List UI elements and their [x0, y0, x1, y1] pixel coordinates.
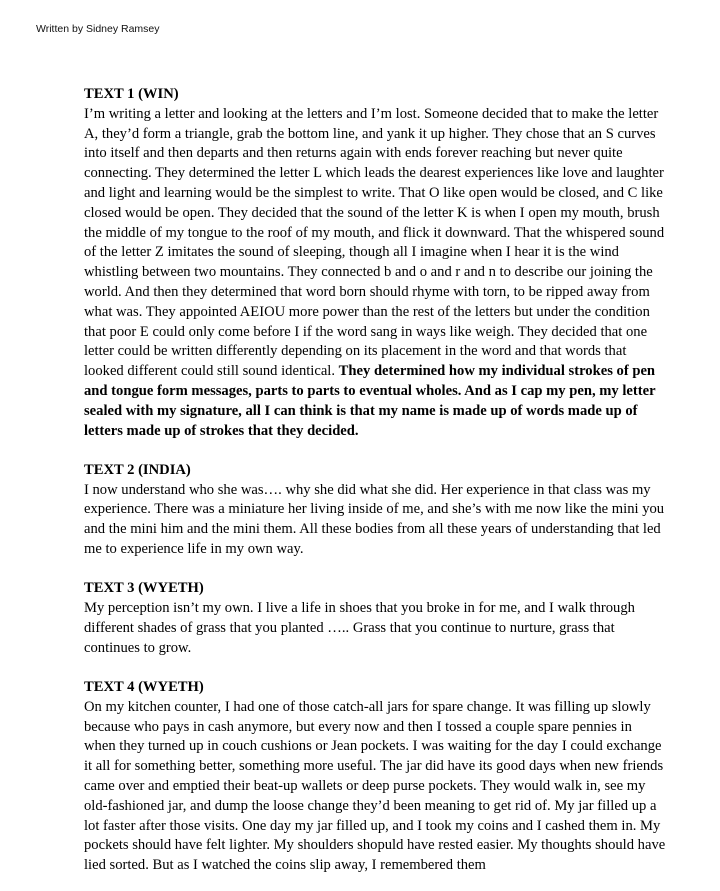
section-title: TEXT 4 (WYETH): [84, 679, 204, 696]
paragraph-text: I’m writing a letter and looking at the letters and I’m lost. Someone decided that to make the letter A, they’d form a triangle, grab the bottom line, and yank it up higher. They chose that an S curves into itself and then departs and then returns again with ends forever reaching but never quite connecting. They determined the letter L which leads the dearest experiences like love and laughter and light and learning would be the simplest to write. That O like open would be closed, and C like closed would be open. They decided that the sound of the letter K is when I open my mouth, brush the middle of my tongue to the roof of my mouth, and flick it downward. That the whispered sound of the letter Z imitates the sound of sleeping, though all I imagine when I hear it is the wind whistling between two mountains. They connected b and o and r and n to describe our joining the world. And then they determined that word born should rhyme with torn, to be ripped away from what was. They appointed AEIOU more power than the rest of the letters but under the condition that poor E could only come before I if the word sang in ways like weigh. They decided that one letter could be written differently depending on its placement in the word and that words that looked different could still sound identical.: [84, 105, 665, 380]
text-section-1: [84, 85, 666, 441]
section-title: TEXT 1 (WIN): [84, 86, 179, 102]
section-paragraph: My perception isn’t my own. I live a life in shoes that you broke in for me, and I walk through different shades of grass that you planted ….. Grass that you continue to nurture, grass that continues to grow.: [84, 600, 635, 656]
section-paragraph: I now understand who she was…. why she did what she did. Her experience in that class was my experience. There was a miniature her living inside of me, and she’s with me now like the mini you and the mini him and the mini them. All these bodies from all these years of understanding that led me to experience life in my own way.: [84, 481, 665, 558]
document-body: [84, 85, 666, 876]
section-paragraph: [84, 105, 666, 442]
text-section-3: [84, 579, 666, 658]
section-title: TEXT 2 (INDIA): [84, 461, 191, 478]
text-section-4: [84, 678, 666, 876]
section-title: TEXT 3 (WYETH): [84, 580, 204, 597]
author-header: Written by Sidney Ramsey: [36, 23, 160, 35]
paragraph-bold-text: They determined how my individual strokes of pen and tongue form messages, parts to parts to eventual wholes. And as I cap my pen, my letter sealed with my signature, all I can think is that my name is made up of words made up of letters made up of strokes that they decided.: [84, 363, 656, 439]
text-section-2: [84, 461, 666, 560]
section-paragraph: On my kitchen counter, I had one of those catch-all jars for spare change. It was filling up slowly because who pays in cash anymore, but every now and then I tossed a couple spare pennies in when they turned up in couch cushions or Jean pockets. I was waiting for the day I could exchange it all for something better, something more useful. The jar did have its good days when new friends came over and emptied their beat-up wallets or deep purse pockets. They would walk in, see my old-fashioned jar, and dump the loose change they’d been meaning to get rid of. My jar filled up a lot faster after those visits. One day my jar filled up, and I took my coins and I cashed them in. My pockets should have felt lighter. My shoulders shopuld have rested easier. My thoughts should have lied sorted. But as I watched the coins slip away, I remembered them: [84, 698, 666, 874]
